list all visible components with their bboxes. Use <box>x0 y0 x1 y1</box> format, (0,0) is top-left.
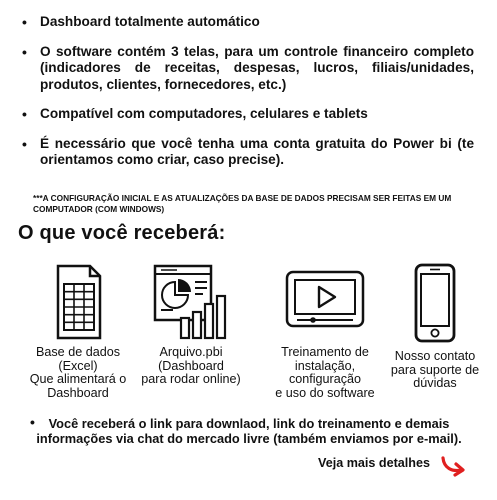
curved-arrow-icon <box>440 452 468 478</box>
deliverable-support <box>381 262 489 391</box>
video-player-icon <box>283 262 367 342</box>
feature-list <box>22 14 474 182</box>
deliverable-caption: Treinamento de instalação, configuração e uso do software <box>275 345 375 400</box>
deliverable-caption: Arquivo.pbi (Dashboard para rodar online) <box>141 345 241 386</box>
deliverables-row <box>0 262 497 412</box>
see-more-link[interactable]: Veja mais detalhes <box>318 456 431 470</box>
delivery-info-text: Você receberá o link para downlaod, link do treinamento e demais informações via chat do mercado livre (também enviamos por e-mail). <box>36 416 462 446</box>
deliverable-database <box>28 262 128 400</box>
feature-bullet: • Dashboard totalmente automático <box>22 14 474 31</box>
spreadsheet-icon <box>52 262 104 342</box>
bullet-dot: • <box>30 414 35 430</box>
feature-bullet: • O software contém 3 telas, para um controle financeiro completo (indicadores de receitas, despesas, lucros, filiais/unidades, produtos, clientes, fornecedores, etc.) <box>22 44 474 94</box>
deliverable-training <box>262 262 388 400</box>
feature-bullet: • Compatível com computadores, celulares e tablets <box>22 106 474 123</box>
deliverable-caption: Base de dados (Excel) Que alimentará o Dashboard <box>29 345 127 400</box>
feature-bullet: • É necessário que você tenha uma conta gratuita do Power bi (te orientamos como criar, caso precise). <box>22 136 474 169</box>
config-note: ***A CONFIGURAÇÃO INICIAL E AS ATUALIZAÇÕES DA BASE DE DADOS PRECISAM SER FEITAS EM UM COMPUTADOR (COM WINDOWS) <box>33 193 452 214</box>
dashboard-chart-icon <box>151 262 231 342</box>
smartphone-icon <box>411 262 459 346</box>
deliverable-pbi-file <box>133 262 249 387</box>
section-title: O que você receberá: <box>18 222 226 244</box>
deliverable-caption: Nosso contato para suporte de dúvidas <box>390 349 480 390</box>
delivery-info <box>26 416 472 446</box>
